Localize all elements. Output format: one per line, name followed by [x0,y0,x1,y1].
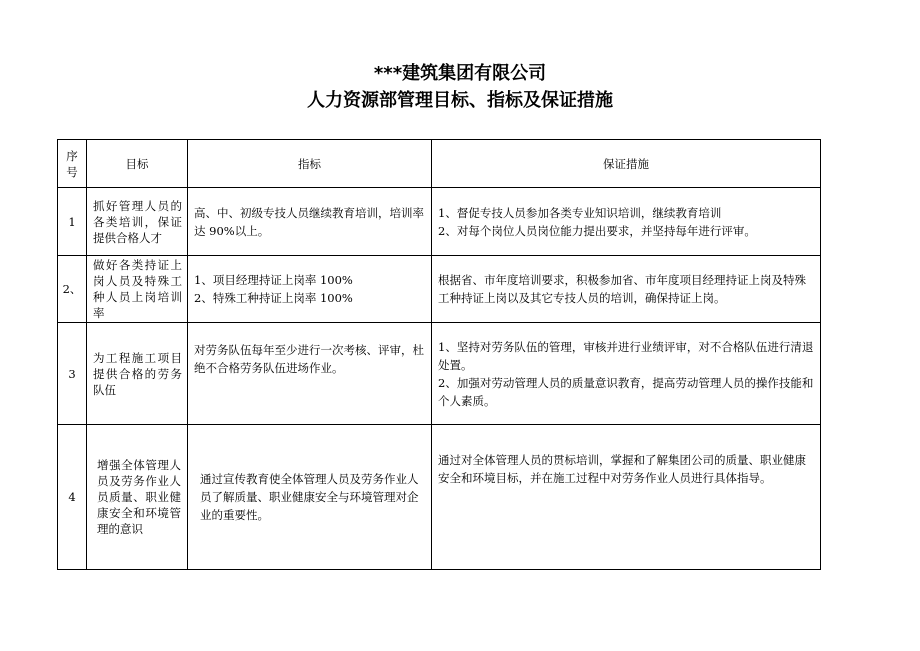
row-number: 1 [58,188,87,256]
measure-line: 1、坚持对劳务队伍的管理，审核并进行业绩评审，对不合格队伍进行清退处置。 [438,339,814,372]
row-number: 3 [58,323,87,425]
row-goal: 做好各类持证上岗人员及特殊工种人员上岗培训率 [87,256,188,323]
table-row [58,323,821,425]
row-number: 2、 [58,256,87,323]
document-title: ***建筑集团有限公司 [373,63,547,84]
measure-line: 通过对全体管理人员的贯标培训，掌握和了解集团公司的质量、职业健康安全和环境目标，并在施工过程中对劳务作业人员进行具体指导。 [438,453,806,485]
row-indicator: 通过宣传教育使全体管理人员及劳务作业人员了解质量、职业健康安全与环境管理对企业的重要性。 [188,425,432,570]
row-measures [432,323,821,425]
measure-line: 1、督促专技人员参加各类专业知识培训，继续教育培训 [438,205,722,220]
header-no: 序号 [58,140,87,188]
document-subtitle: 人力资源部管理目标、指标及保证措施 [307,90,613,111]
row-goal: 抓好管理人员的各类培训，保证提供合格人才 [87,188,188,256]
row-number: 4 [58,425,87,570]
row-indicator [188,256,432,323]
row-measures [432,188,821,256]
indicator-line: 1、项目经理持证上岗率 100% [194,273,353,287]
row-indicator: 对劳务队伍每年至少进行一次考核、评审，杜绝不合格劳务队伍进场作业。 [188,323,432,425]
header-goal: 目标 [87,140,188,188]
row-goal: 增强全体管理人员及劳务作业人员质量、职业健康安全和环境管理的意识 [87,425,188,570]
header-indicator: 指标 [188,140,432,188]
row-indicator: 高、中、初级专技人员继续教育培训，培训率达 90%以上。 [188,188,432,256]
measure-line: 根据省、市年度培训要求，积极参加省、市年度项目经理持证上岗及特殊工种持证上岗以及其它专技人员的培训，确保持证上岗。 [438,273,806,305]
table-row [58,256,821,323]
row-goal: 为工程施工项目提供合格的劳务队伍 [87,323,188,425]
row-measures [432,256,821,323]
table-header-row [58,140,821,188]
indicator-line: 2、特殊工种持证上岗率 100% [194,291,353,305]
header-measures: 保证措施 [432,140,821,188]
row-measures [432,425,821,570]
table-row [58,425,821,570]
measure-line: 2、加强对劳动管理人员的质量意识教育，提高劳动管理人员的操作技能和个人素质。 [438,375,814,408]
table-row [58,188,821,256]
objectives-table [57,139,821,570]
measure-line: 2、对每个岗位人员岗位能力提出要求，并坚持每年进行评审。 [438,223,756,238]
